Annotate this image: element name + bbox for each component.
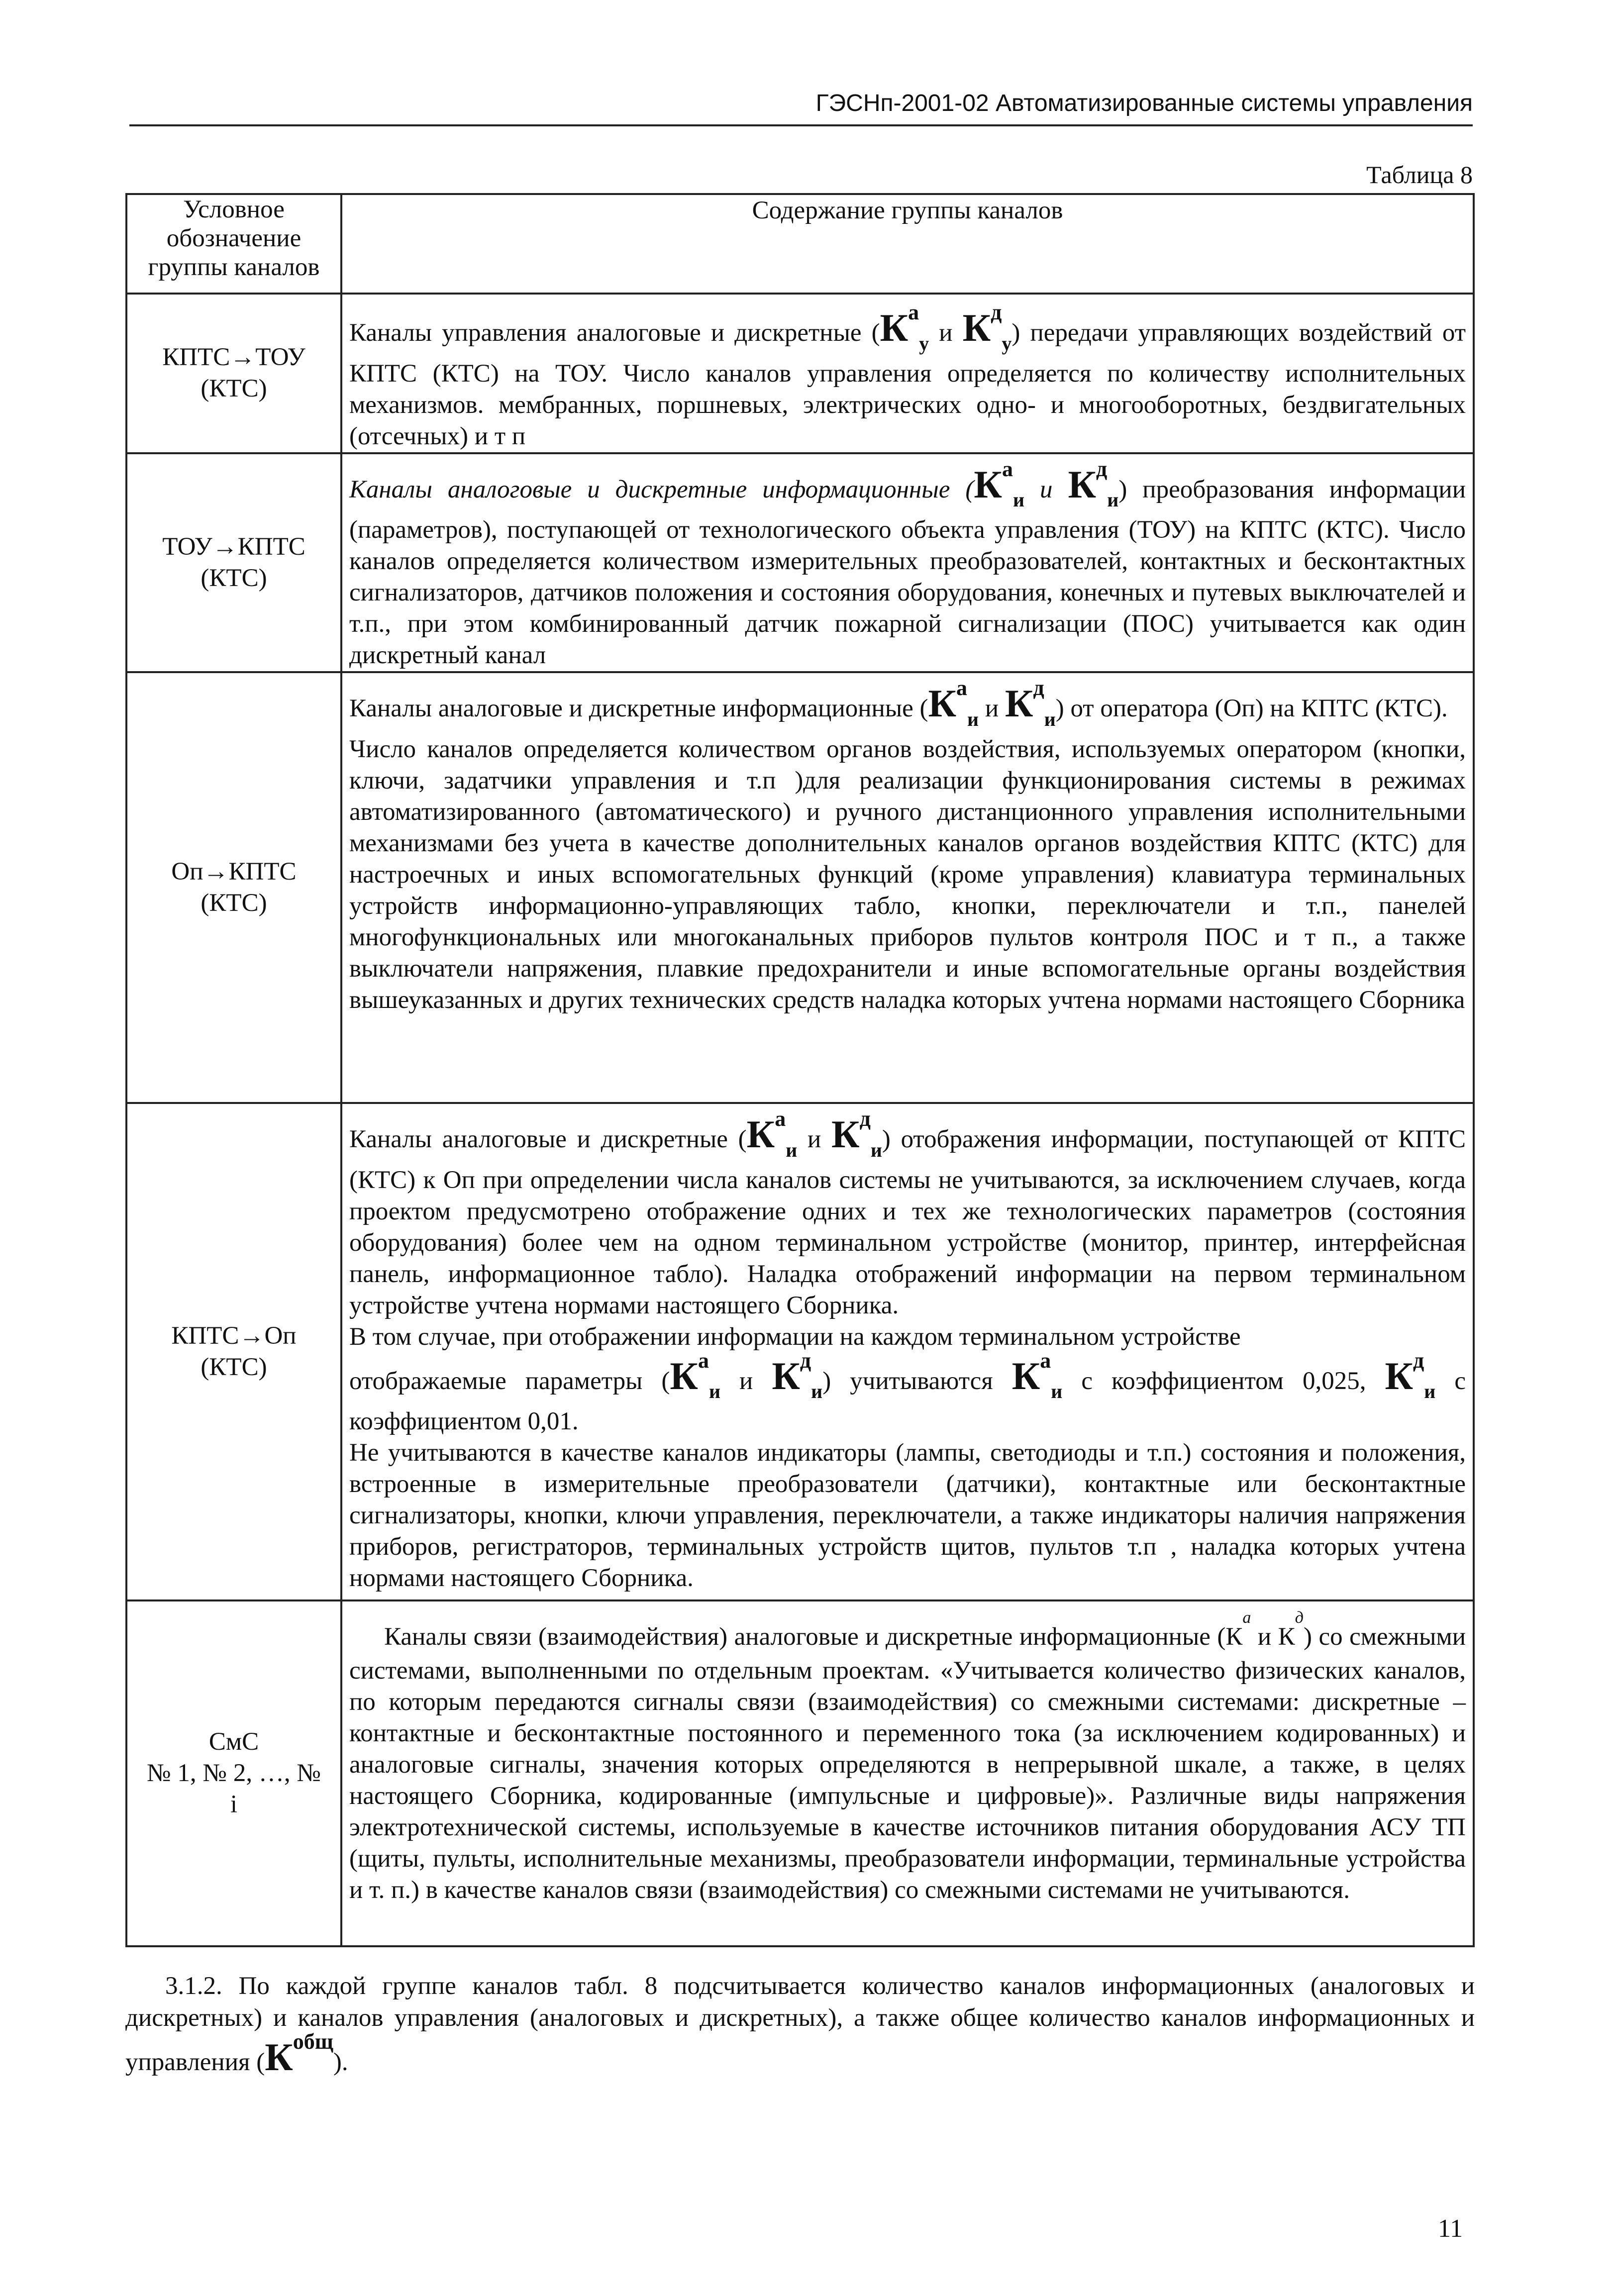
symbol-k-d-u: $К^д_у$ [962, 300, 1012, 355]
page-number: 11 [1438, 2214, 1463, 2243]
column-header-code: Условное обозначение группы каналов [126, 194, 341, 294]
group-description-cell: Каналы аналоговые и дискретные информационные ($К^а_и$ и $К^д_и$) от оператора (Оп) на КПТС (КТС). Число каналов определяется количеством органов воздействия, используемых оператором (кнопки, ключи, задатчики управления и т.п )для реализации функционирования системы в режимах автоматизированного (автоматического) и ручного дистанционного управления исполнительными механизмами без учета в качестве дополнительных каналов органов воздействия КПТС (КТС) для настроечных и иных вспомогательных функций (кроме управления) клавиатура терминальных устройств информационно-управляющих табло, кнопки, переключатели и т.п., панелей многофункциональных или многоканальных приборов пультов контроля ПОС и т п., а также выключатели напряжения, плавкие предохранители и иные вспомогательные органы воздействия вышеуказанных и других технических средств наладка которых учтена нормами настоящего Сборника [341, 672, 1474, 1103]
column-header-content: Содержание группы каналов [341, 194, 1474, 294]
group-code-cell [126, 1600, 341, 1946]
symbol-k-d-i: $К^д_и$ [1005, 676, 1056, 730]
group-code-cell [126, 453, 341, 673]
group-code-sub: (КТС) [201, 889, 267, 917]
group-code-sub: № 1, № 2, …, № [147, 1759, 321, 1788]
symbol-k-obsh: $К^{общ}$ [265, 2029, 333, 2079]
group-code-sub: (КТС) [201, 1353, 267, 1382]
symbol-k-a-i: $К^а_и$ [670, 1348, 720, 1403]
table-row [126, 294, 1474, 453]
group-description-cell: Каналы управления аналоговые и дискретные ($К^а_у$ и $К^д_у$) передачи управляющих воздействий от КПТС (КТС) на ТОУ. Число каналов управления определяется по количеству исполнительных механизмов. мембранных, поршневых, электрических одно- и многооборотных, бездвигательных (отсечных) и т п [341, 294, 1474, 453]
symbol-k-d-i: $К^д_и$ [1385, 1348, 1436, 1403]
symbol-k-a-u: $К^а_у$ [880, 300, 929, 355]
page-header: ГЭСНп-2001-02 Автоматизированные системы управления [129, 89, 1473, 126]
group-code: КПТС→ТОУ [162, 343, 305, 372]
symbol-k-a-i: $К^а_и$ [1011, 1348, 1063, 1403]
group-description-cell: Каналы аналоговые и дискретные информационные ($К^а_и$ и $К^д_и$) преобразования информации (параметров), поступающей от технологического объекта управления (ТОУ) на КПТС (КТС). Число каналов определяется количеством измерительных преобразователей, контактных и бесконтактных сигнализаторов, датчиков положения и состояния оборудования, конечных и путевых выключателей и т.п., при этом комбинированный датчик пожарной сигнализации (ПОС) учитывается как один дискретный канал [341, 453, 1474, 673]
symbol-k-d-i: $К^д_и$ [831, 1106, 882, 1161]
table-row [126, 672, 1474, 1103]
group-code-sub: (КТС) [201, 564, 267, 592]
paragraph-3-1-2: 3.1.2. По каждой группе каналов табл. 8 подсчитывается количество каналов информационных (аналоговых и дискретных) и каналов управления (аналоговых и дискретных), а также общее количество каналов информационных и управления $(К^{общ})$. [125, 1972, 1475, 2079]
symbol-k-d-i: $К^д_и$ [1068, 456, 1119, 511]
symbol-k-a-i: $К^а_и$ [974, 456, 1024, 511]
table-row [126, 453, 1474, 673]
channel-groups-table [125, 193, 1475, 1947]
symbol-small-d: д [1295, 1608, 1304, 1627]
symbol-k-a-i: $К^а_и$ [746, 1106, 798, 1161]
group-code: ТОУ→КПТС [162, 532, 305, 561]
group-code: СмС [208, 1728, 259, 1756]
table-caption: Таблица 8 [1366, 161, 1473, 189]
group-code: КПТС→Оп [171, 1322, 297, 1350]
symbol-k-d-i: $К^д_и$ [772, 1348, 823, 1403]
group-code-cell [126, 294, 341, 453]
symbol-small-a: а [1242, 1608, 1251, 1627]
symbol-k-a-i: $К^а_и$ [928, 676, 979, 730]
group-code-sub: (КТС) [201, 375, 267, 403]
group-description-cell: Каналы связи (взаимодействия) аналоговые и дискретные информационные ($К^а$ и $К^д$) со смежными системами, выполненными по отдельным проектам. «Учитывается количество физических каналов, по которым передаются сигналы связи (взаимодействия) со смежными системами: дискретные – контактные и бесконтактные постоянного и переменного тока (за исключением кодированных) и аналоговые сигналы, значения которых определяются в непрерывной шкале, а также, в целях настоящего Сборника, кодированные (импульсные и цифровые)». Различные виды напряжения электротехнической системы, используемые в качестве источников питания оборудования АСУ ТП (щиты, пульты, исполнительные механизмы, преобразователи информации, терминальные устройства и т. п.) в качестве каналов связи (взаимодействия) со смежными системами не учитываются. [341, 1600, 1474, 1946]
table-row [126, 1600, 1474, 1946]
group-code-index: i [230, 1791, 238, 1819]
group-description-cell: Каналы аналоговые и дискретные ($К^а_и$ и $К^д_и$) отображения информации, поступающей от КПТС (КТС) к Оп при определении числа каналов системы не учитываются, за исключением случаев, когда проектом предусмотрено отображение одних и тех же технологических параметров (состояния оборудования) более чем на одном терминальном устройстве (монитор, принтер, интерфейсная панель, информационное табло). Наладка отображений информации на первом терминальном устройстве учтена нормами настоящего Сборника. В том случае, при отображении информации на каждом терминальном устройстве отображаемые параметры ($К^а_и$ и $К^д_и$) учитываются $К^а_и$ с коэффициентом 0,025, $К^д_и$ с коэффициентом 0,01. Не учитываются в качестве каналов индикаторы (лампы, светодиоды и т.п.) состояния и положения, встроенные в измерительные преобразователи (датчики), контактные или бесконтактные сигнализаторы, кнопки, ключи управления, переключатели, а также индикаторы наличия напряжения приборов, регистраторов, терминальных устройств щитов, пультов т.п , наладка которых учтена нормами настоящего Сборника. [341, 1103, 1474, 1600]
table-row [126, 1103, 1474, 1600]
group-code-cell [126, 672, 341, 1103]
group-code-cell [126, 1103, 341, 1600]
table-header-row [126, 194, 1474, 294]
group-code: Оп→КПТС [171, 858, 297, 886]
